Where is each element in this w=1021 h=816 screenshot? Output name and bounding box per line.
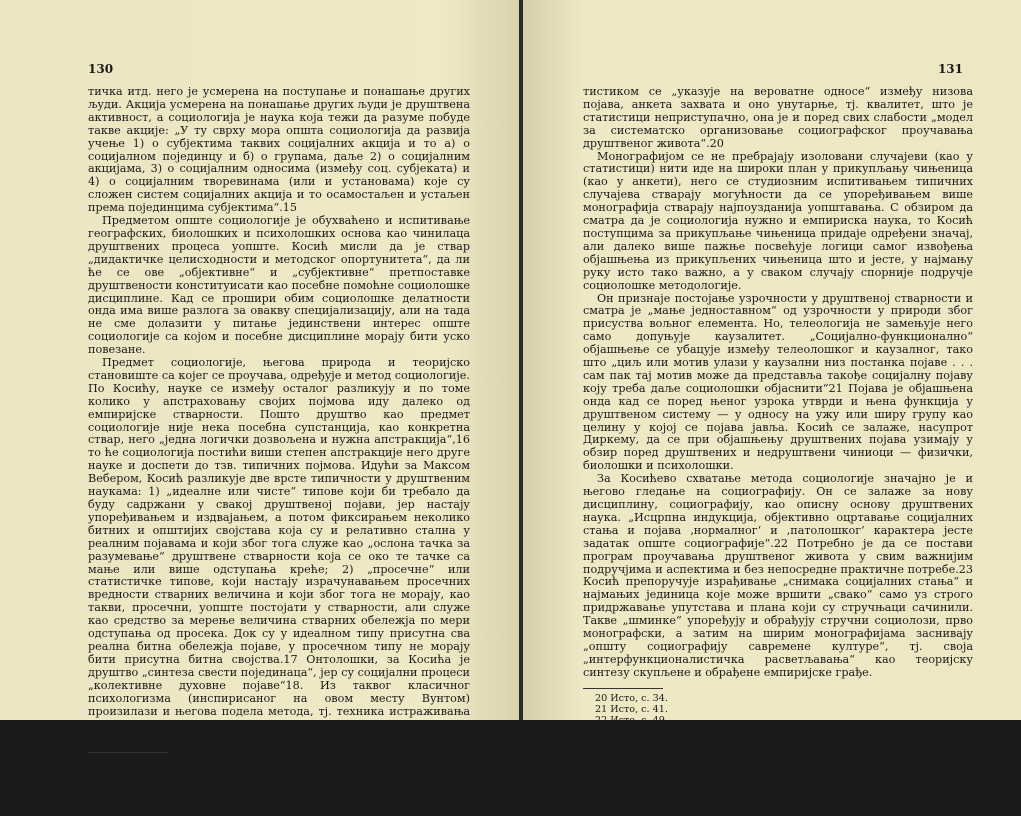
left-text-column <box>88 86 470 813</box>
right-footnotes <box>583 693 973 816</box>
footnote-21: 21 Исто, с. 41. <box>595 703 668 715</box>
footnote-20: 20 Исто, с. 34. <box>595 692 668 704</box>
left-paragraph-1: тичка итд. него је усмерена на поступање и понашање других људи. Акција усмерена на понашање других људи је друштвена активност, а социологија је наука која тежи да разуме побуде такве акције: „У ту сврху мора општа социологија да развија учење 1) о субјектима таквих социјалних акција и то а) о социјалном појединцу и б) о групама, даље 2) о социјалним акцијама, 3) о социјалним односима (између соц. субјеката) и 4) о социјалним творевинама (или и установама) које су сложен систем социјалних акција и то осамостаљен и устаљен према појединцима субјектима“.15 <box>88 85 470 215</box>
left-footnotes <box>88 757 470 813</box>
right-paragraph-4: За Косићево схватање метода социологије значајно је и његово гледање на социографију. Он се залаже за нову дисциплину, социографију, као описну основу друштвених наука. „Исцрпна индукција, објективно оцртавање социјалних стања и појава ‚нормалног‘ и ‚патолошког‘ карактера јесте задатак опште социографије“.22 Потребно је да се постави програм проучавања друштвеног живота у свим важнијим подручјима и аспектима и без непосредне практичне потребе.23 Косић препоручује израђивање „снимака социјалних стања“ и најмањих јединица које може вршити „свако“ само уз строго придржавање упутстава и плана који су стручњаци сачинили. Такве „шминке“ упоређују и обрађују стручни социолози, прво монографски, а затим на ширим монографијама засниваjу „општу социографију савремене културе“, тј. своја „интерфункционалистичка расветљавања“ као теоријску синтезу скупљене и обрађене емпиријске грађе. <box>583 472 973 679</box>
left-paragraph-2: Предметом опште социологије је обухваћено и испитивање географских, биолошких и психолошких основа као чинилаца друштвених процеса уопште. Косић мисли да је ствар „дидактичке целисходности и методског опортунитета“, да ли ће се ове „објективне“ и „субјективне“ претпоставке друштвености конституисати као посебне помоћне социолошке дисциплине. Кад се прошири обим социолошке делатности онда има више разлога за овакву специјализацију, али на тада не сме долазити у питање јединствени интерес опште социологије са којом и посебне дисциплине морају бити уско повезане. <box>88 214 470 357</box>
page-number-right: 131 <box>937 62 963 76</box>
footnote-19: 19 Исто, с. 33. <box>100 802 173 814</box>
footnote-17: 17 Исто, с. 29. <box>100 779 173 791</box>
footnote-separator-right <box>583 688 663 689</box>
footnote-23: 23 Тако је и сам сачинио Социографска упутства за испитивање села, изд. Матице српске, Нови Сад, 1921, врло исцрпно набрајајћи шта све од података интересује писца једне монографије села, почев од имена села, његове привреде, домаћинства и породичног живота, преко зрављa и морала, преступа и злочина, просвете и уметности, до унутрашње солидарности села према другим скупинама, односа села према црквеним и државним властима, затим проблем миграција, аграрни и други горући проблеми, последице рата и др. <box>583 726 973 816</box>
page-number-left: 130 <box>88 62 114 76</box>
left-paragraph-3: Предмет социологије, његова природа и теоријско становиште са којег се проучава, одређује и метод социологије. По Косићу, науке се између осталог разликују и по томе колико у апстраховању својих појмова иду далеко од емпиријске стварности. Пошто друштво као предмет социологије није нека посебна супстанција, као конкретна ствар, него „једна логички дозвољена и нужна апстракција“,16 то ће социологија постићи виши степен апстракције него друге науке и доспети до тзв. типичних појмова. Идући за Максом Вебером, Косић разликује две врсте типичности у друштвеним наукама: 1) „идеалне или чисте“ типове који би требало да буду садржани у свакој друштвеној појави, јер настају упоређивањем и издвајањем, а потом фиксирањем неколико битних и општијих својстава која су и релативно стална у реалним појавама и који због тога служе као „ослона тачка за разумевање“ друштвене стварности која се око те тачке са мање или више одступања креће; 2) „просечне“ или статистичке типове, који настају израчунавањем просечних вредности стварних величина и који због тога не морају, као такви, просечни, уопште постојати у стварности, али служе као средство за мерење величина стварних обележја по мери одступања од просека. Док су у идеалном типу присутна сва реална битна обележја појаве, у просечном типу не морају бити присутна битна својства.17 Онтолошки, за Косића је друштво „синтеза свести појединаца“, јер су социјални процеси „колективне духовне појаве“18. Из таквог класичног психологизма (инспирисаног на овом месту Вунтом) произилази и његова подела метода, тј. техника истраживања на унутарње и спољашње поступке „посматрање интроспекцијом“ и „посматрање помоћу резоновања“.19 Ста- <box>88 356 470 744</box>
right-paragraph-2: Монографијом се не пребрајају изоловани случајеви (као у статистици) нити иде на широки план у прикупљању чињеница (као у анкети), него се студиозним испитивањем типичних случајева стварају могућности да се упоређивањем више монографија стварају најпоузданија уопштавања. С обзиром да сматра да је социологија нужно и емпириска наука, то Косић поступцима за прикупљање чињеница придаје одређени значај, али далеко више пажње посвећује логици самог извођења објашњења из прикупљених чињеница што и јесте, у најмању руку исто тако важно, а у сваком случају спорније подручје социолошке методологије. <box>583 149 973 292</box>
footnote-separator-left <box>88 752 168 753</box>
footnote-18: 18 Исто, с. 23. <box>100 790 173 802</box>
footnote-22: 22 Исто, с. 49. <box>595 715 668 727</box>
footnote-16: 16 М. Косић, Проблеми савремене социологије, с. 21. <box>100 768 374 780</box>
right-text-column <box>583 86 973 816</box>
right-page <box>523 0 1021 816</box>
right-paragraph-3: Он признаје постојање узрочности у друштвеној стварности и сматра је „мање једноставном“ од узрочности у природи због присуства вољног елемента. Но, телеологија не замењује него само допуњује каузалитет. „Социјално-функционално“ објашњење се убацује између телеолошког и каузалног, тако што „циљ или мотив улази у каузални низ постанка појаве . . . сам пак тај мотив може да представља такође социјалну појаву коју треба даље социолошки објаснити“21 Појава је објашњена онда кад се поред њеног узрока утврди и њена функција у друштвеном систему — у односу на ужу или ширу групу као целину у којој се појава јавља. Косић се залаже, насупрот Диркему, да се при објашњењу друштвених појава узимају у обзир поред друштвених и недруштвени чиниоци — физички, биолошки и психолошки. <box>583 291 973 473</box>
right-paragraph-1: тистиком се „указује на вероватне односе“ између низова појава, анкета захвата и оно унутарње, тј. квалитет, што је статистици неприступачно, она је и поред свих слабости „модел за систематско организовање социографског проучавања друштвеног живота“.20 <box>583 85 973 150</box>
footnote-15: 15 Исто, с. 21. <box>100 757 173 769</box>
